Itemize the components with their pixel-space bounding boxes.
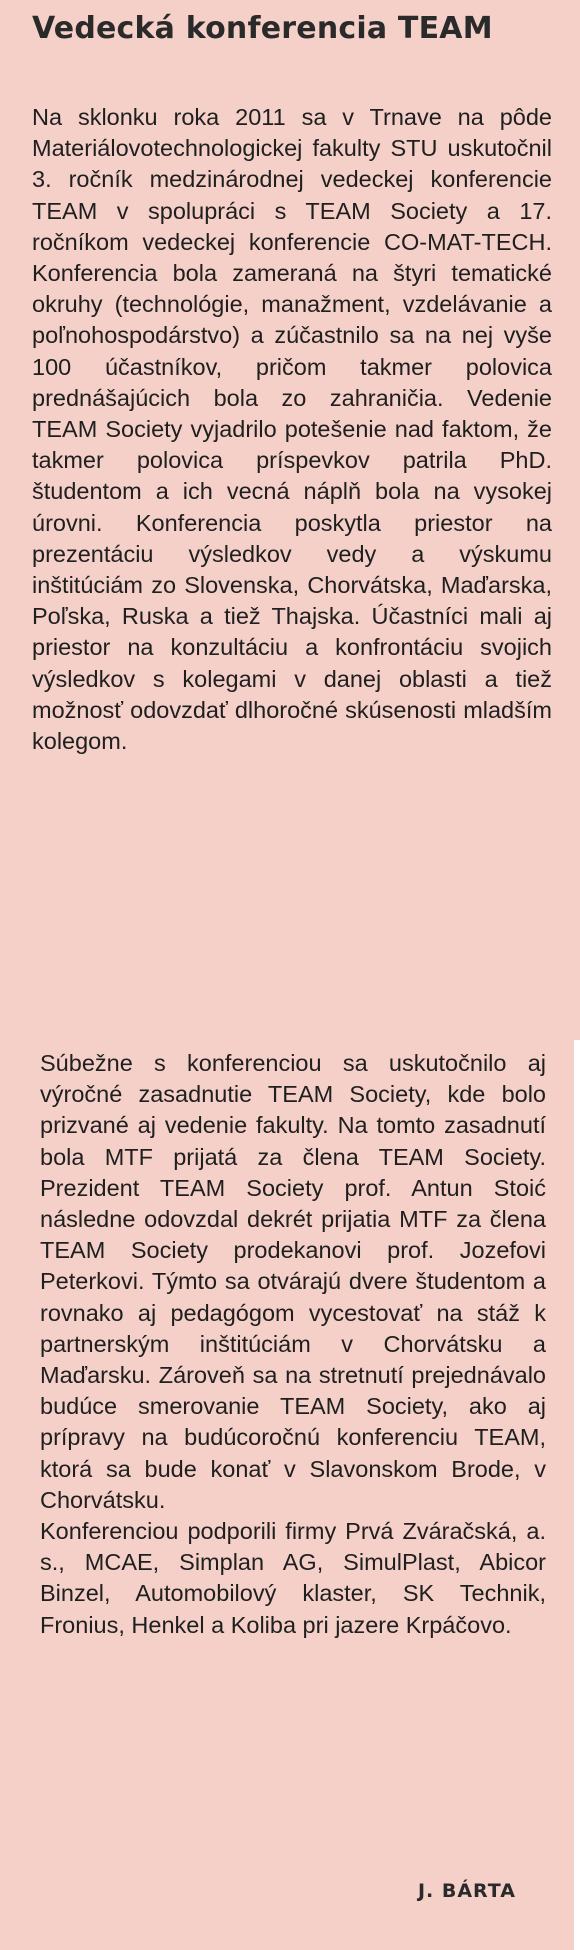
article-author: J. BÁRTA [417, 1880, 516, 1902]
article-paragraph-1: Na sklonku roka 2011 sa v Trnave na pôde Materiálovotechnologickej fakulty STU uskutočnil 3. ročník medzinárodnej vedeckej konferencie TEAM v spolupráci s TEAM Society a 17. ročníkom vedeckej konferencie CO-MAT-TECH. Konferencia bola zameraná na štyri tematické okruhy (technológie, manažment, vzdelávanie a poľnohospodárstvo) a zúčastnilo sa na nej vyše 100 účastníkov, pričom takmer polovica prednášajúcich bola zo zahraničia. Vedenie TEAM Society vyjadrilo potešenie nad faktom, že takmer polovica príspevkov patrila PhD. študentom a ich vecná náplň bola na vysokej úrovni. Konferencia poskytla priestor na prezentáciu výsledkov vedy a výskumu inštitúciám zo Slovenska, Chorvátska, Maďarska, Poľska, Ruska a tiež Thajska. Účastníci mali aj priestor na konzultáciu a konfrontáciu svojich výsledkov s kolegami v danej oblasti a tiež možnosť odovzdať dlhoročné skúsenosti mladším kolegom. [32, 104, 552, 755]
article-title: Vedecká konferencia TEAM [32, 11, 493, 46]
article-paragraph-3: Konferenciou podporili firmy Prvá Zváračská, a. s., MCAE, Simplan AG, SimulPlast, Abicor Binzel, Automobilový klaster, SK Technik, Fronius, Henkel a Koliba pri jazere Krpáčovo. [40, 1518, 546, 1638]
article-paragraph-2: Súbežne s konferenciou sa uskutočnilo aj výročné zasadnutie TEAM Society, kde bolo prizvané aj vedenie fakulty. Na tomto zasadnutí bola MTF prijatá za člena TEAM Society. Prezident TEAM Society prof. Antun Stoić následne odovzdal dekrét prijatia MTF za člena TEAM Society prodekanovi prof. Jozefovi Peterkovi. Týmto sa otvárajú dvere študentom a rovnako aj pedagógom vycestovať na stáž k partnerským inštitúciám v Chorvátsku a Maďarsku. Zároveň sa na stretnutí prejednávalo budúce smerovanie TEAM Society, ako aj prípravy na budúcoročnú konferenciu TEAM, ktorá sa bude konať v Slavonskom Brode, v Chorvátsku. [40, 1050, 546, 1513]
article-panel-bottom [0, 1040, 574, 1950]
